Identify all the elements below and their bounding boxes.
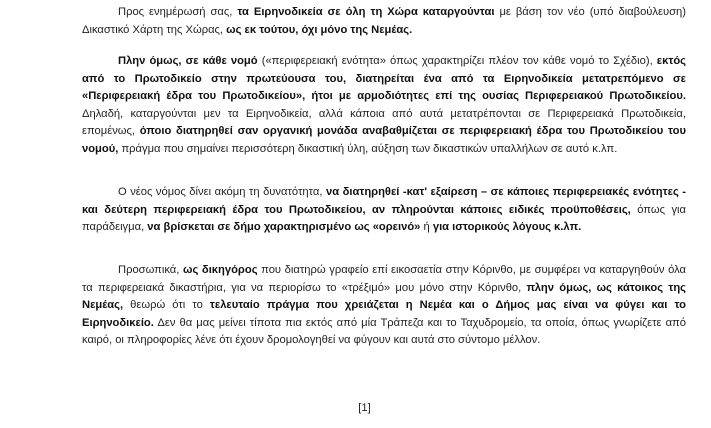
bold-text-segment: εκτός από το Πρωτοδικείο στην πρωτεύουσα του, διατηρείται ένα από τα Ειρηνοδικεία μετατρεπόμενο σε «Περιφερειακή έδρα του Πρωτοδικείου», ήτοι με αρμοδιότητες επί της ουσίας Περιφερειακού Πρωτοδικείου.	[82, 55, 686, 103]
paragraph-1	[82, 4, 686, 39]
bold-text-segment: για ιστορικούς λόγους κ.λπ.	[432, 221, 582, 234]
bold-text-segment: όποιο διατηρηθεί σαν οργανική μονάδα αναβαθμίζεται σε περιφερειακή έδρα του Πρωτοδικείου του νομού,	[82, 125, 687, 155]
bold-text-segment: να διατηρηθεί -κατ' εξαίρεση – σε κάποιες περιφερειακές ενότητες - και δεύτερη περιφερειακή έδρα του Πρωτοδικείου, αν πληρούνται κάποιες ειδικές προϋποθέσεις,	[82, 186, 686, 216]
paragraph-4	[82, 262, 686, 350]
bold-text-segment: ως εκ τούτου, όχι μόνο της Νεμέας.	[226, 23, 413, 36]
paragraph-2	[82, 53, 686, 159]
page-number-container	[0, 401, 711, 415]
bold-text-segment: Πλην όμως, σε κάθε νομό	[118, 55, 258, 67]
text-segment: ή	[420, 221, 433, 234]
text-segment: με βάση τον νέο (υπό διαβούλευση) Δικαστικό Χάρτη της Χώρας,	[82, 6, 686, 36]
text-segment: θεωρώ ότι το	[123, 299, 210, 312]
text-segment: («περιφερειακή ενότητα» όπως χαρακτηρίζει πλέον τον κάθε νομό το Σχέδιο),	[257, 55, 657, 67]
text-segment: Προς ενημέρωσή σας,	[118, 6, 238, 18]
bold-text-segment: τα Ειρηνοδικεία σε όλη τη Χώρα καταργούνται	[237, 6, 495, 18]
text-segment: Δεν θα μας μείνει τίποτα πια εκτός από μία Τράπεζα και το Ταχυδρομείο, τα οποία, όπως γνωρίζετε από καιρό, οι πληροφορίες λένε ότι έχουν δρομολογηθεί να φύγουν και αυτά στο σύντομο μέλλον.	[82, 316, 686, 347]
text-segment: πράγμα που σημαίνει περισσότερη δικαστική ύλη, αύξηση των δικαστικών υπαλλήλων σε αυτό κ.λπ.	[118, 142, 618, 155]
text-segment: όπως για παράδειγμα,	[82, 203, 686, 234]
bold-text-segment: να βρίσκεται σε δήμο χαρακτηρισμένο ως «ορεινό»	[147, 221, 421, 234]
text-segment: Δηλαδή, καταργούνται μεν τα Ειρηνοδικεία, αλλά κάποια από αυτά μετατρέπονται σε Περιφερειακά Πρωτοδικεία, επομένως,	[82, 107, 686, 138]
paragraph-3	[82, 184, 686, 237]
text-segment: Ο νέος νόμος δίνει ακόμη τη δυνατότητα,	[118, 186, 326, 198]
bold-text-segment: τελευταίο πράγμα που χρειάζεται η Νεμέα και ο Δήμος μας είναι να φύγει και το Ειρηνοδικείο.	[82, 299, 686, 329]
page-number: [1]	[358, 402, 371, 414]
bold-text-segment: πλην όμως, ως κάτοικος της Νεμέας,	[82, 281, 686, 312]
text-segment: Προσωπικά,	[118, 264, 184, 276]
text-segment: που διατηρώ γραφείο επί εικοσαετία στην Κόρινθο, με συμφέρει να καταργηθούν όλα τα περιφερειακά δικαστήρια, για να περιορίσω το «τρέξιμό» μου μόνο στην Κόρινθο,	[82, 264, 686, 294]
bold-text-segment: ως δικηγόρος	[183, 264, 258, 276]
